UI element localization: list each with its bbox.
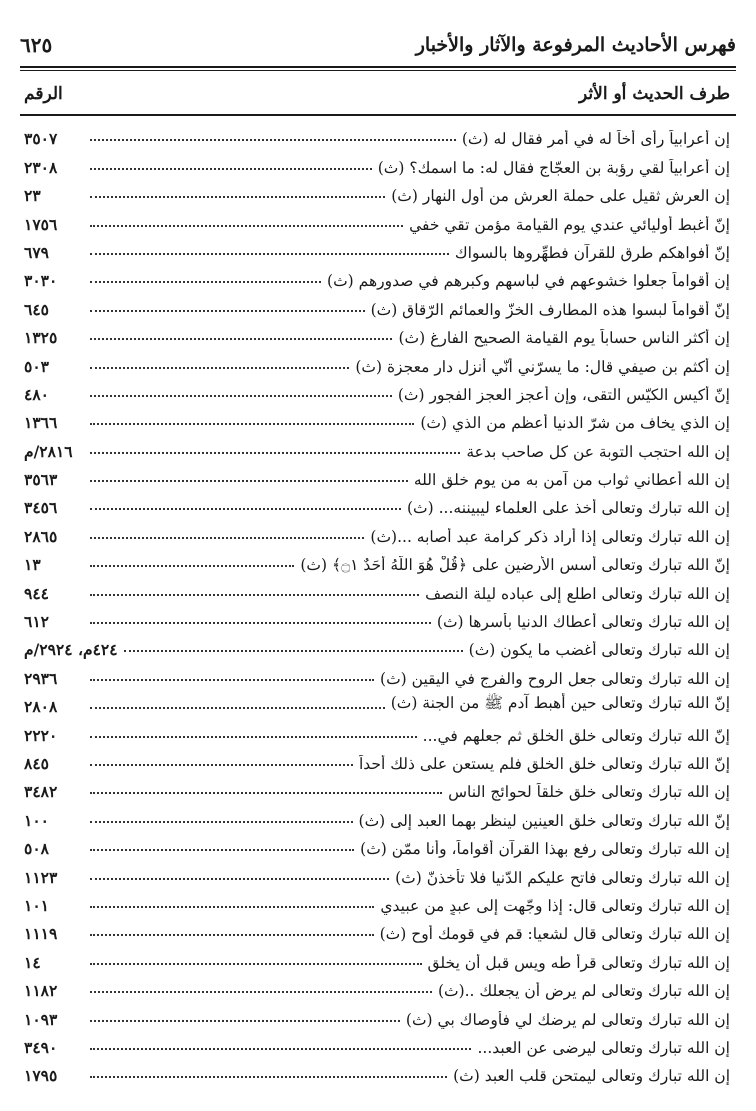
entry-number: ٦١٢ [24,612,49,632]
entry-text: إن الله تبارك وتعالى جعل الروح والفرج في اليقين (ث) [380,669,730,688]
entry-text: إن أكثم بن صيفي قال: ما يسرّني أنّي أنزل دار معجزة (ث) [355,357,730,376]
dot-leader [90,168,372,170]
entry-number: ٣٤٥٦ [24,498,58,518]
dot-leader [90,196,385,198]
entry-number: ١٠٠ [24,810,49,830]
index-entry [24,1057,730,1085]
entry-number: ٣٤٨٢ [24,782,58,802]
index-entry [24,801,730,829]
dot-leader [90,395,392,397]
entry-text: إن الله تبارك وتعالى إذا أراد ذكر كرامة عبد أصابه ...(ث) [370,527,730,546]
entry-number: ٢٢٢٠ [24,725,58,745]
entry-text: إن الله تبارك وتعالى ليمتحن قلب العبد (ث) [453,1067,730,1086]
index-entry [24,290,730,318]
page-number: ٦٢٥ [20,33,53,57]
header-rule [20,66,736,68]
entry-number: ٦٧٩ [24,242,49,262]
entry-number: ٣٥٠٧ [24,129,58,149]
entry-text: إنّ أقواماً لبسوا هذه المطارف الخزّ والعمائم الرّقاق (ث) [370,300,730,319]
dot-leader [90,594,419,596]
entry-text: إن الله تبارك وتعالى أخذ على العلماء ليبيننه... (ث) [406,499,730,518]
dot-leader [90,338,392,340]
entry-number: ٢٣ [24,186,41,206]
entry-number: ١٧٩٥ [24,1066,58,1086]
index-entry [24,858,730,886]
dot-leader [90,310,365,312]
dot-leader [90,679,374,681]
entry-number: ١١٢٣ [24,867,58,887]
entry-number: ٦٤٥ [24,299,49,319]
dot-leader [90,736,417,738]
index-entry [24,1000,730,1028]
entry-text: إن أعرابياً لقي رؤبة بن العجّاج فقال له: ما اسمك؟ (ث) [377,158,730,177]
entry-text: إن الله تبارك وتعالى فاتح عليكم الدّنيا فلا تأخذنّ (ث) [395,868,730,887]
entry-number: ٩٤٤ [24,583,49,603]
entry-number: ٣٠٣٠ [24,271,58,291]
index-entry [24,1029,730,1057]
index-entry [24,461,730,489]
dot-leader [90,537,364,539]
entry-text: إنّ الله تبارك وتعالى خلق الخلق ثم جعلهم في... [422,726,730,745]
index-entry [24,404,730,432]
index-entry [24,659,730,687]
index-entry [24,887,730,915]
index-entry [24,234,730,262]
column-header-rule [20,114,736,116]
entry-number: ١٤ [24,952,41,972]
index-entry [24,915,730,943]
dot-leader [90,622,431,624]
entry-text: إن الله احتجب التوبة عن كل صاحب بدعة [466,442,730,461]
entry-text: إن الله تبارك وتعالى خلق خلقاً لحوائج الناس [448,783,730,802]
entry-number: ٢٨٦٥ [24,526,58,546]
entry-text: إن أقواماً جعلوا خشوعهم في لباسهم وكبرهم في صدورهم (ث) [327,272,730,291]
entry-number: ٥٠٨ [24,839,49,859]
dot-leader [90,225,403,227]
dot-leader [90,1048,471,1050]
entry-number: ٨٤٥ [24,753,49,773]
dot-leader [90,963,422,965]
index-entry [24,688,730,716]
dot-leader [90,367,349,369]
index-entry [24,347,730,375]
entry-number: ١٠٩٣ [24,1009,58,1029]
entry-text: إنّ أكيس الكيّس التقى، وإن أعجز العجز الفجور (ث) [397,385,730,404]
dot-leader [124,650,463,652]
dot-leader [90,707,385,709]
entry-text: إنّ الله تبارك وتعالى حين أهبط آدم ﷺ من الجنة (ث) [390,694,730,713]
dot-leader [90,508,401,510]
dot-leader [90,991,432,993]
index-entry [24,205,730,233]
entry-text: إنّ الله تبارك وتعالى أسس الأرضين على ﴿قُلْ هُوَ اللَّهُ أَحَدٌ ۝١﴾ (ث) [300,556,730,575]
entry-text: إن أكثر الناس حساباً يوم القيامة الصحيح الفارغ (ث) [398,329,730,348]
header-rule-thin [20,70,736,71]
index-entry [24,120,730,148]
entry-text: إن الله تبارك وتعالى قرأ طه ويس قبل أن يخلق [427,953,730,972]
index-entry [24,432,730,460]
entry-text: إن الله تبارك وتعالى قال لشعيا: قم في قومك أوح (ث) [379,925,730,944]
entry-number: ١٣ [24,555,41,575]
entry-text: إن الله تبارك وتعالى قال: إذا وجّهت إلى عبدٍ من عبيدي [380,896,730,915]
entry-number: ٢٩٣٦ [24,668,58,688]
column-header-number: الرقم [24,84,63,104]
index-entry [24,376,730,404]
dot-leader [90,764,353,766]
entry-number: ٤٢٤م، ٢٩٢٤/م [24,640,118,660]
dot-leader [90,878,389,880]
entry-text: إن الذي يخاف من شرّ الدنيا أعظم من الذي (ث) [420,414,730,433]
index-entry [24,830,730,858]
running-head [20,28,736,62]
index-entry [24,603,730,631]
entry-text: إن الله تبارك وتعالى لم يرض أن يجعلك ..(ث) [437,982,730,1001]
dot-leader [90,906,374,908]
entry-number: ٣٥٦٣ [24,470,58,490]
entry-text: إنّ أغبط أوليائي عندي يوم القيامة مؤمن تقي خفي [409,215,730,234]
index-entry [24,773,730,801]
entry-number: ٢٣٠٨ [24,157,58,177]
column-header-text: طرف الحديث أو الأثر [579,84,730,104]
index-entry [24,262,730,290]
entry-number: ٢٨١٦/م [24,441,73,461]
entry-number: ١٣٢٥ [24,328,58,348]
dot-leader [90,849,354,851]
entry-text: إن أعرابياً رأى أخاً له في أمر فقال له (ث) [461,130,730,149]
entry-text: إنّ الله تبارك وتعالى خلق العينين لينظر بهما العبد إلى (ث) [358,811,730,830]
index-entry [24,631,730,659]
index-entry [24,972,730,1000]
dot-leader [90,934,374,936]
entry-text: إنّ أفواهكم طرق للقرآن فطهِّروها بالسواك [454,243,730,262]
entry-number: ٤٨٠ [24,384,49,404]
index-list [24,120,730,1085]
dot-leader [90,253,449,255]
entry-text: إن الله تبارك وتعالى لم يرضك لي فأوصاك بي (ث) [405,1010,730,1029]
index-entry [24,745,730,773]
entry-text: إن الله تبارك وتعالى ليرضى عن العبد... [477,1038,730,1057]
entry-number: ١٧٥٦ [24,214,58,234]
dot-leader [90,1076,447,1078]
entry-number: ١٠١ [24,895,49,915]
dot-leader [90,139,456,141]
entry-text: إنّ الله تبارك وتعالى خلق الخلق فلم يستعن على ذلك أحداً [358,754,730,773]
dot-leader [90,792,442,794]
dot-leader [90,1020,400,1022]
index-entry [24,517,730,545]
dot-leader [90,423,414,425]
dot-leader [90,281,321,283]
dot-leader [90,452,460,454]
entry-number: ١١٨٢ [24,981,58,1001]
entry-text: إن الله أعطاني ثواب من آمن به من يوم خلق الله [413,471,730,490]
entry-number: ٥٠٣ [24,356,49,376]
entry-text: إن الله تبارك وتعالى اطلع إلى عباده ليلة النصف [425,584,730,603]
entry-number: ١١١٩ [24,924,58,944]
running-title: فهرس الأحاديث المرفوعة والآثار والأخبار [415,34,736,56]
entry-number: ١٣٦٦ [24,413,58,433]
dot-leader [90,565,294,567]
dot-leader [90,821,353,823]
index-entry [24,546,730,574]
entry-text: إن الله تبارك وتعالى أغضب ما يكون (ث) [468,641,730,660]
index-entry [24,177,730,205]
index-entry [24,943,730,971]
index-entry [24,716,730,744]
index-entry [24,489,730,517]
index-entry [24,148,730,176]
entry-text: إن الله تبارك وتعالى أعطاك الدنيا بأسرها (ث) [436,613,730,632]
entry-text: إن العرش ثقيل على حملة العرش من أول النهار (ث) [391,187,730,206]
index-entry [24,574,730,602]
dot-leader [90,480,408,482]
column-headers [24,80,730,108]
entry-number: ٢٨٠٨ [24,697,58,717]
entry-number: ٣٤٩٠ [24,1037,58,1057]
index-entry [24,319,730,347]
entry-text: إن الله تبارك وتعالى رفع بهذا القرآن أقواماً، وأنا ممّن (ث) [360,840,730,859]
